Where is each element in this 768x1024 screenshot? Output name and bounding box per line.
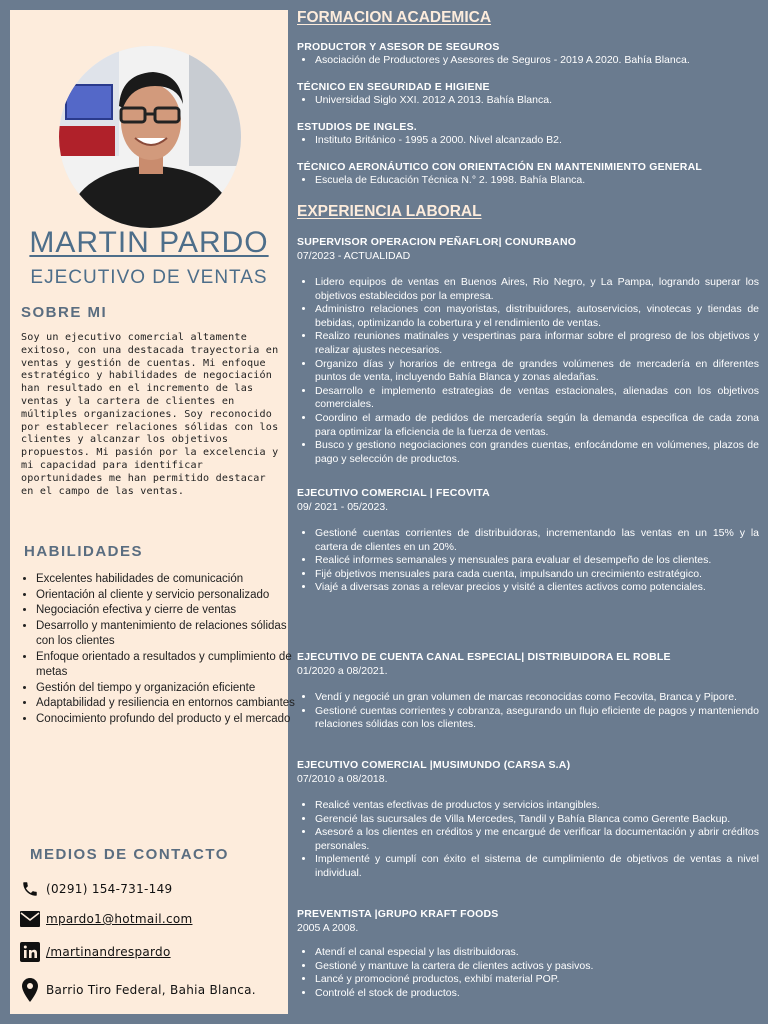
education-title: PRODUCTOR Y ASESOR DE SEGUROS (297, 41, 500, 53)
education-detail: • Instituto Británico - 1995 a 2000. Nivel alcanzado B2. (315, 134, 759, 148)
job-title: EJECUTIVO DE CUENTA CANAL ESPECIAL| DISTRIBUIDORA EL ROBLE (297, 651, 671, 663)
list-item: • Fijé objetivos mensuales para cada cuenta, impulsando un crecimiento estratégico. (315, 568, 759, 582)
phone-icon (20, 879, 40, 899)
contact-phone (20, 879, 173, 899)
about-heading: SOBRE MI (21, 304, 108, 321)
list-item: • Lidero equipos de ventas en Buenos Aires, Rio Negro, y La Pampa, logrando superar los objetivos establecidos por la empresa. (315, 276, 759, 303)
education-item (297, 81, 759, 108)
contact-address (20, 980, 256, 1000)
education-heading: FORMACION ACADEMICA (297, 9, 492, 26)
job-dates: 07/2010 a 08/2018. (297, 773, 388, 785)
list-item: • Desarrollo y mantenimiento de relaciones sólidas con los clientes (36, 619, 296, 650)
contact-email (20, 909, 192, 929)
list-item: • Enfoque orientado a resultados y cumplimiento de metas (36, 650, 296, 681)
education-title: TÉCNICO EN SEGURIDAD E HIGIENE (297, 81, 490, 93)
list-item: • Adaptabilidad y resiliencia en entornos cambiantes (36, 696, 296, 712)
list-item: • Atendí el canal especial y las distribuidoras. (315, 946, 759, 960)
linkedin-link[interactable]: /martinandrespardo (46, 945, 171, 959)
list-item: • Negociación efectiva y cierre de ventas (36, 603, 296, 619)
list-item: • Coordino el armado de pedidos de mercadería según la demanda especifica de cada zona para optimizar la eficiencia de la fuerza de ventas. (315, 412, 759, 439)
list-item: • Realicé ventas efectivas de productos y servicios intangibles. (315, 799, 759, 813)
job-title: PREVENTISTA |GRUPO KRAFT FOODS (297, 908, 499, 920)
education-detail: • Asociación de Productores y Asesores de Seguros - 2019 A 2020. Bahía Blanca. (315, 54, 759, 68)
about-text: Soy un ejecutivo comercial altamente exitoso, con una destacada trayectoria en ventas y gestión de cuentas. Mi enfoque estratégico y habilidades de negociación han resultado en el incremento de las ventas y la cartera de clientes en múltiples organizaciones. Soy reconocido por establecer relaciones sólidas con los clientes y alcanzar los objetivos propuestos. Mi pasión por la excelencia y mi capacidad para identificar oportunidades me han permitido destacar en el campo de las ventas. (21, 332, 279, 497)
mail-icon (20, 909, 40, 929)
education-item (297, 161, 759, 188)
skills-list (20, 572, 296, 727)
job-dates: 01/2020 a 08/2021. (297, 665, 388, 677)
list-item: • Realicé informes semanales y mensuales para evaluar el desempeño de los clientes. (315, 554, 759, 568)
list-item: • Gestión del tiempo y organización eficiente (36, 681, 296, 697)
education-title: ESTUDIOS DE INGLES. (297, 121, 417, 133)
list-item: • Implementé y cumplí con éxito el sistema de cumplimiento de objetivos de ventas a nivel individual. (315, 853, 759, 880)
list-item: • Gestioné cuentas corrientes y cobranza, asegurando un flujo eficiente de pagos y manteniendo relaciones sólidas con los clientes. (315, 705, 759, 732)
phone-number: (0291) 154-731-149 (46, 882, 173, 896)
list-item: • Orientación al cliente y servicio personalizado (36, 588, 296, 604)
list-item: • Realizo reuniones matinales y vespertinas para informar sobre el progreso de los objetivos y realizar ajustes necesarios. (315, 330, 759, 357)
job-title: EJECUTIVO COMERCIAL |MUSIMUNDO (CARSA S.A) (297, 759, 571, 771)
education-title: TÉCNICO AERONÁUTICO CON ORIENTACIÓN EN MANTENIMIENTO GENERAL (297, 161, 702, 173)
job-title: EJECUTIVO DE VENTAS (30, 267, 268, 288)
location-pin-icon (20, 980, 40, 1000)
address-text: Barrio Tiro Federal, Bahia Blanca. (46, 983, 256, 997)
list-item: • Lancé y promocioné productos, exhibí material POP. (315, 973, 759, 987)
full-name: MARTIN PARDO (29, 226, 269, 259)
experience-heading: EXPERIENCIA LABORAL (297, 203, 482, 220)
profile-photo (59, 46, 241, 228)
job-dates: 2005 A 2008. (297, 922, 359, 934)
linkedin-icon (20, 942, 40, 962)
education-item (297, 121, 759, 148)
education-detail: • Universidad Siglo XXI. 2012 A 2013. Bahía Blanca. (315, 94, 759, 108)
list-item: • Vendí y negocié un gran volumen de marcas reconocidas como Fecovita, Branca y Pipore. (315, 691, 759, 705)
job-entry (297, 236, 759, 466)
job-title: EJECUTIVO COMERCIAL | FECOVITA (297, 487, 490, 499)
job-entry (297, 908, 759, 1000)
education-item (297, 41, 759, 68)
job-title: SUPERVISOR OPERACION PEÑAFLOR| CONURBANO (297, 236, 577, 248)
list-item: • Gerencié las sucursales de Villa Mercedes, Tandil y Bahía Blanca como Gerente Backup. (315, 813, 759, 827)
list-item: • Excelentes habilidades de comunicación (36, 572, 296, 588)
list-item: • Viajé a diversas zonas a relevar precios y visité a clientes activos como potenciales. (315, 581, 759, 595)
list-item: • Busco y gestiono negociaciones con grandes cuentas, enfocándome en volúmenes, plazos de pago y selección de productos. (315, 439, 759, 466)
list-item: • Asesoré a los clientes en créditos y me encargué de verificar la documentación y abrir créditos personales. (315, 826, 759, 853)
job-dates: 09/ 2021 - 05/2023. (297, 501, 389, 513)
list-item: • Desarrollo e implemento estrategias de ventas estacionales, alienadas con los objetivos comerciales. (315, 385, 759, 412)
job-entry (297, 651, 759, 732)
list-item: • Gestioné y mantuve la cartera de clientes activos y pasivos. (315, 960, 759, 974)
avatar (59, 46, 241, 228)
list-item: • Gestioné cuentas corrientes de distribuidoras, incrementando las ventas en un 15% y la cartera de clientes en un 20%. (315, 527, 759, 554)
skills-heading: HABILIDADES (24, 543, 144, 560)
email-link[interactable]: mpardo1@hotmail.com (46, 912, 193, 926)
contact-linkedin (20, 942, 171, 962)
contact-heading: MEDIOS DE CONTACTO (30, 846, 229, 863)
list-item: • Controlé el stock de productos. (315, 987, 759, 1001)
job-dates: 07/2023 - ACTUALIDAD (297, 250, 411, 262)
list-item: • Conocimiento profundo del producto y el mercado (36, 712, 296, 728)
list-item: • Administro relaciones con mayoristas, distribuidores, autoservicios, vinotecas y tiendas de bebidas, optimizando la cobertura y el rendimiento de ventas. (315, 303, 759, 330)
sidebar-panel (10, 10, 295, 1014)
job-entry (297, 487, 759, 595)
list-item: • Organizo días y horarios de entrega de grandes volúmenes de mercadería en diferentes puntos de venta, incluyendo Bahía Blanca y zonas aledañas. (315, 358, 759, 385)
education-detail: • Escuela de Educación Técnica N.° 2. 1998. Bahía Blanca. (315, 174, 759, 188)
job-entry (297, 759, 759, 881)
